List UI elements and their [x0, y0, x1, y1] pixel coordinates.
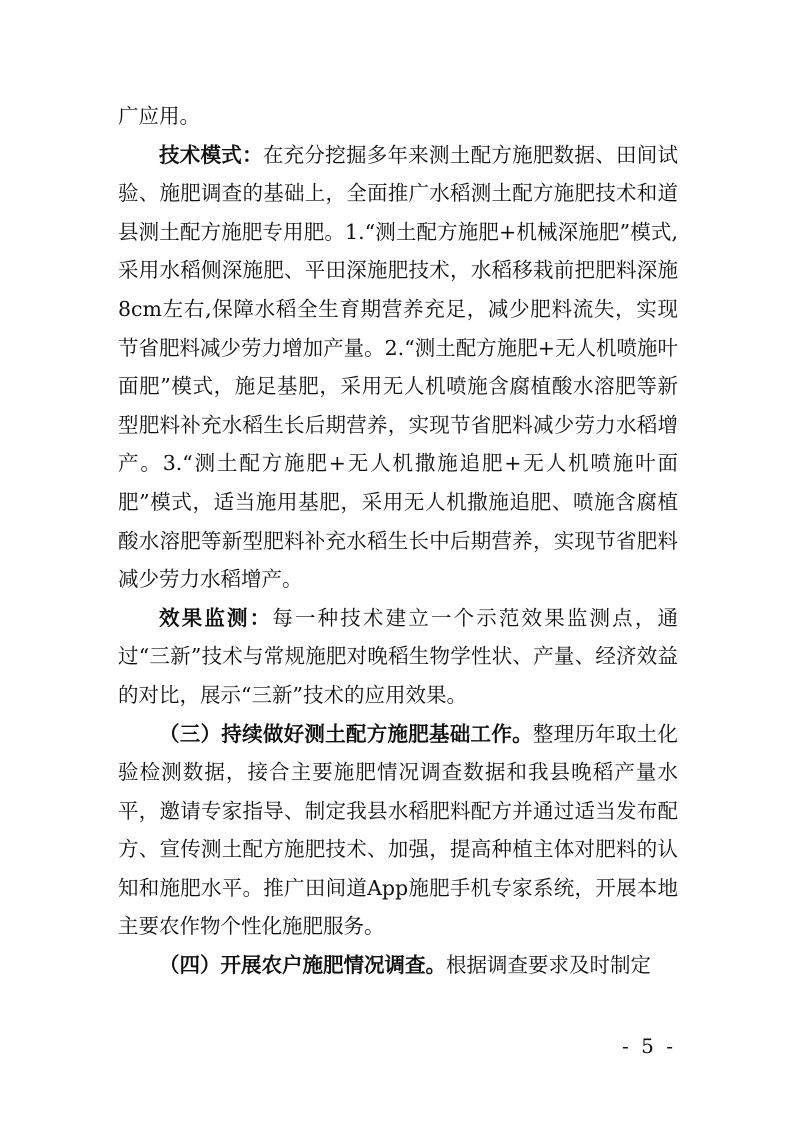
section-4-text: 根据调查要求及时制定 — [446, 953, 651, 978]
section-4-heading: （四）开展农户施肥情况调查。 — [159, 953, 446, 978]
section-3-heading: （三）持续做好测土配方施肥基础工作。 — [159, 721, 533, 746]
paragraph-section-4 — [118, 946, 678, 985]
paragraph-section-3 — [118, 715, 678, 947]
paragraph-tech-mode — [118, 136, 678, 599]
tech-mode-text: 在充分挖掘多年来测土配方施肥数据、田间试验、施肥调查的基础上，全面推广水稻测土配方施肥技术和道县测土配方施肥专用肥。1.“测土配方施肥+机械深施肥”模式,采用水稻侧深施肥、平田深施肥技术，水稻移栽前把肥料深施8cm左右,保障水稻全生育期营养充足，减少肥料流失，实现节省肥料减少劳力增加产量。2.“测土配方施肥+无人机喷施叶面肥”模式，施足基肥，采用无人机喷施含腐植酸水溶肥等新型肥料补充水稻生长后期营养，实现节省肥料减少劳力水稻增产。3.“测土配方施肥+无人机撒施追肥+无人机喷施叶面肥”模式，适当施用基肥，采用无人机撒施追肥、喷施含腐植酸水溶肥等新型肥料补充水稻生长中后期营养，实现节省肥料减少劳力水稻增产。 — [118, 142, 679, 592]
tech-mode-label: 技术模式： — [159, 142, 263, 167]
paragraph-1-text: 广应用。 — [118, 104, 200, 128]
effect-monitoring-label: 效果监测： — [159, 605, 273, 630]
section-3-text: 整理历年取土化验检测数据，接合主要施肥情况调查数据和我县晚稻产量水平，邀请专家指导、制定我县水稻肥料配方并通过适当发布配方、宣传测土配方施肥技术、加强，提高种植主体对肥料的认知和施肥水平。推广田间道App施肥手机专家系统，开展本地主要农作物个性化施肥服务。 — [118, 721, 678, 939]
paragraph-1 — [118, 97, 678, 136]
page-number: - 5 - — [622, 1034, 676, 1058]
document-body — [118, 97, 678, 985]
paragraph-effect-monitoring — [118, 599, 678, 715]
effect-monitoring-text: 每一种技术建立一个示范效果监测点，通过“三新”技术与常规施肥对晚稻生物学性状、产量、经济效益的对比，展示“三新”技术的应用效果。 — [118, 605, 679, 707]
